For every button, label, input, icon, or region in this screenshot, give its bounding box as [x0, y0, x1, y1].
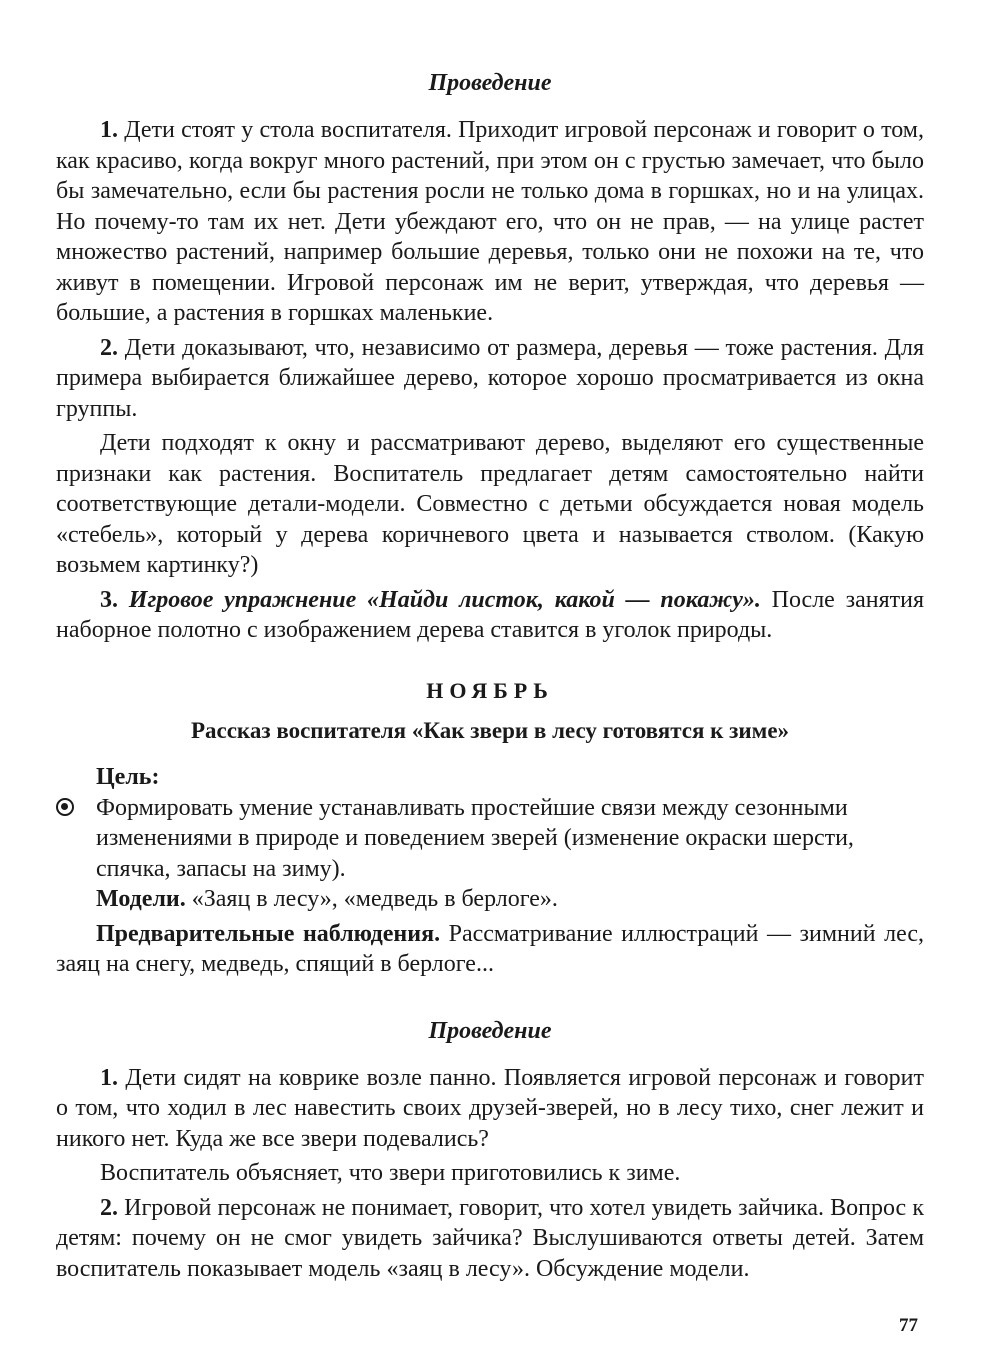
paragraph-7: 2. Игровой персонаж не понимает, говорит, что хотел увидеть зайчика. Вопрос к детям: почему он не смог увидеть зайчика? Выслушиваются ответы детей. Затем воспитатель показывает модель «заяц в лесу». Обсуждение модели. [56, 1194, 924, 1282]
exercise-title: Игровое упражнение «Найди листок, какой — покажу». [118, 586, 761, 613]
models-line: Модели. «Заяц в лесу», «медведь в берлоге». [96, 886, 558, 912]
paragraph-6: Воспитатель объясняет, что звери приготовились к зиме. [100, 1160, 681, 1186]
paragraph-number: 1. [100, 1064, 118, 1091]
paragraph-3: Дети подходят к окну и рассматривают дерево, выделяют его существенные признаки как растения. Воспитатель предлагает детям самостоятельно найти соответствующие детали-модели. Совместно с детьми обсуждается новая модель «стебель», который у дерева коричневого цвета и называется стволом. (Какую возьмем картинку?) [56, 430, 924, 578]
lesson-title: Рассказ воспитателя «Как звери в лесу готовятся к зиме» [190, 717, 790, 743]
month-heading: НОЯБРЬ [426, 677, 554, 703]
page-number: 77 [899, 1315, 918, 1336]
paragraph-4: 3. Игровое упражнение «Найди листок, какой — покажу». После занятия наборное полотно с изображением дерева ставится в уголок природы. [56, 586, 924, 643]
models-label: Модели. [96, 886, 186, 912]
paragraph-number: 2. [100, 334, 118, 361]
paragraph-5: 1. Дети сидят на коврике возле панно. Появляется игровой персонаж и говорит о том, что ходил в лес навестить своих друзей-зверей, но в лесу тихо, снег лежит и никого нет. Куда же все звери подевались? [56, 1064, 924, 1152]
goal-item [56, 793, 924, 885]
paragraph-1: 1. Дети стоят у стола воспитателя. Приходит игровой персонаж и говорит о том, как красиво, когда вокруг много растений, при этом он с грустью замечает, что было бы замечательно, если бы растения росли не только дома в горшках, но и на улицах. Но почему-то там их нет. Дети убеждают его, что он не прав, — на улице растет множество растений, например большие деревья, только они не похожи на те, что живут в помещении. Игровой персонаж им не верит, утверждая, что деревья — большие, а растения в горшках маленькие. [56, 117, 924, 326]
section-heading-1: Проведение [428, 70, 552, 96]
preliminary-label: Предварительные наблюдения. [96, 920, 441, 947]
paragraph-number: 3. [100, 586, 118, 613]
models-block [56, 884, 924, 915]
goal-label: Цель: [96, 763, 160, 790]
goal-text: Формировать умение устанавливать простейшие связи между сезонными изменениями в природе и поведением зверей (изменение окраски шерсти, спячка, запасы на зиму). [96, 794, 854, 882]
section-heading-2: Проведение [428, 1017, 552, 1044]
preliminary-observations: Предварительные наблюдения. Рассматривание иллюстраций — зимний лес, заяц на снегу, медведь, спящий в берлоге... [56, 920, 924, 977]
paragraph-2: 2. Дети доказывают, что, независимо от размера, деревья — тоже растения. Для примера выбирается ближайшее дерево, которое хорошо просматривается из окна группы. [56, 334, 924, 422]
radio-bullet-icon [56, 798, 74, 816]
paragraph-number: 2. [100, 1194, 118, 1221]
paragraph-number: 1. [100, 117, 118, 143]
